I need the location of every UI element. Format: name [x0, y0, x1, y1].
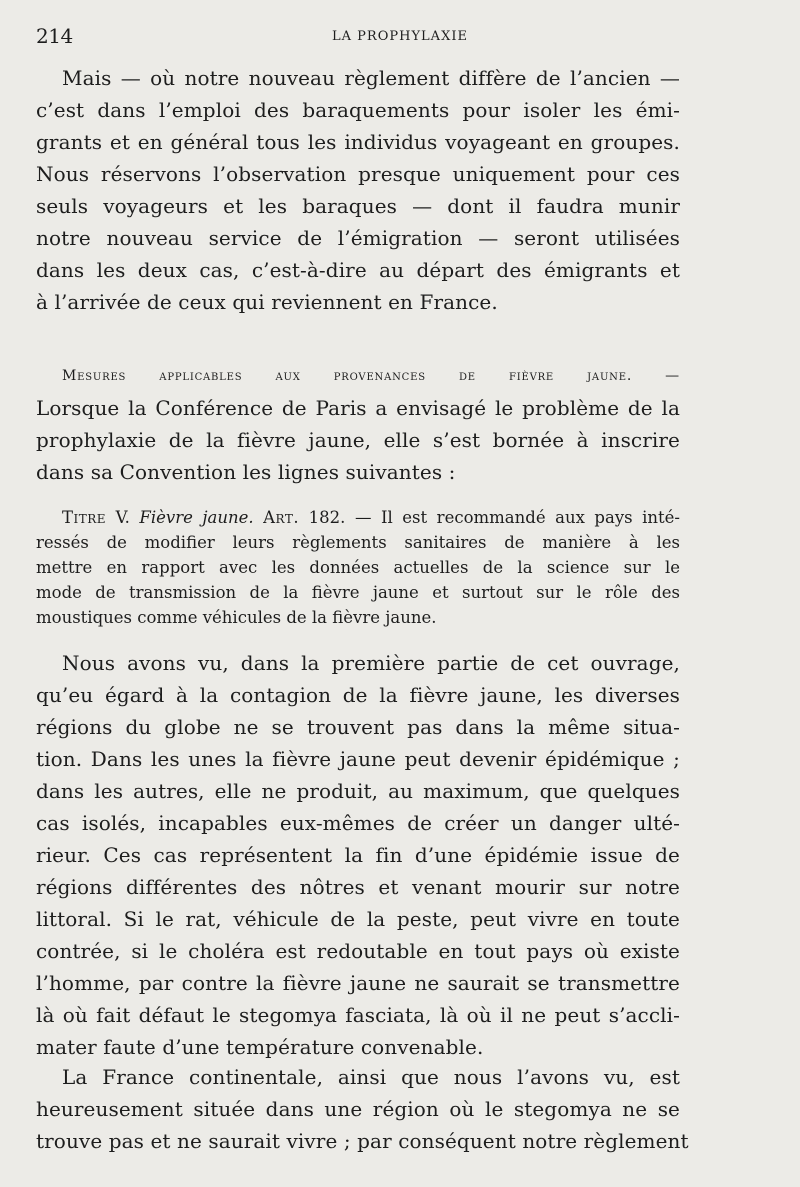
- text-line: Lorsque la Conférence de Paris a envisagé le problème de la: [36, 396, 680, 420]
- quote-titre-label: Titre: [62, 508, 107, 527]
- paragraph-3: [36, 1061, 689, 1157]
- quote-subject: Fièvre jaune.: [139, 508, 254, 527]
- text-line: tion. Dans les unes la fièvre jaune peut devenir épidémique ;: [36, 747, 680, 771]
- text-line: heureusement située dans une région où le stegomya ne se: [36, 1097, 680, 1121]
- text-line: cas isolés, incapables eux-mêmes de créer un danger ulté-: [36, 811, 680, 835]
- section-title: Mesures applicables aux provenances de fièvre jaune. —: [62, 368, 680, 384]
- quote-art-label: Art.: [263, 508, 300, 527]
- text-line: La France continentale, ainsi que nous l’avons vu, est: [62, 1065, 680, 1089]
- text-line: mater faute d’une température convenable.: [36, 1035, 484, 1059]
- text-line: Nous avons vu, dans la première partie de cet ouvrage,: [62, 651, 680, 675]
- text-line: qu’eu égard à la contagion de la fièvre jaune, les diverses: [36, 683, 680, 707]
- convention-quote: [36, 505, 680, 630]
- quote-titre-number: V.: [115, 508, 130, 527]
- text-line: littoral. Si le rat, véhicule de la peste, peut vivre en toute: [36, 907, 680, 931]
- section-intro: [36, 392, 680, 488]
- text-line: dans les deux cas, c’est-à-dire au départ des émigrants et: [36, 258, 680, 282]
- text-line: grants et en général tous les individus voyageant en groupes.: [36, 130, 680, 154]
- text-line: là où fait défaut le stegomya fasciata, là où il ne peut s’accli-: [36, 1003, 680, 1027]
- paragraph-2: [36, 647, 680, 1063]
- quote-first-rest: — Il est recommandé aux pays inté-: [354, 508, 681, 527]
- running-title: LA PROPHYLAXIE: [332, 29, 468, 44]
- text-line: dans sa Convention les lignes suivantes :: [36, 460, 456, 484]
- text-line: régions différentes des nôtres et venant mourir sur notre: [36, 875, 680, 899]
- text-line: à l’arrivée de ceux qui reviennent en France.: [36, 290, 498, 314]
- quote-first-line: [36, 505, 680, 530]
- quote-art-number: 182.: [308, 508, 346, 527]
- text-line: c’est dans l’emploi des baraquements pour isoler les émi-: [36, 98, 680, 122]
- text-line: Mais — où notre nouveau règlement diffère de l’ancien —: [62, 66, 680, 90]
- page-number: 214: [36, 24, 73, 48]
- text-line: trouve pas et ne saurait vivre ; par conséquent notre règlement: [36, 1129, 689, 1153]
- paragraph-1: [36, 62, 680, 318]
- text-line: Nous réservons l’observation presque uniquement pour ces: [36, 162, 680, 186]
- quote-line: mettre en rapport avec les données actuelles de la science sur le: [36, 558, 680, 577]
- page-header: [36, 24, 764, 52]
- quote-line: ressés de modifier leurs règlements sanitaires de manière à les: [36, 533, 680, 552]
- quote-line: mode de transmission de la fièvre jaune et surtout sur le rôle des: [36, 583, 680, 602]
- text-line: prophylaxie de la fièvre jaune, elle s’est bornée à inscrire: [36, 428, 680, 452]
- quote-line: moustiques comme véhicules de la fièvre jaune.: [36, 608, 437, 627]
- text-line: notre nouveau service de l’émigration — seront utilisées: [36, 226, 680, 250]
- text-line: contrée, si le choléra est redoutable en tout pays où existe: [36, 939, 680, 963]
- text-line: dans les autres, elle ne produit, au maximum, que quelques: [36, 779, 680, 803]
- text-line: seuls voyageurs et les baraques — dont il faudra munir: [36, 194, 680, 218]
- text-line: régions du globe ne se trouvent pas dans la même situa-: [36, 715, 680, 739]
- section-heading: [36, 362, 680, 390]
- text-line: l’homme, par contre la fièvre jaune ne saurait se transmettre: [36, 971, 680, 995]
- text-line: rieur. Ces cas représentent la fin d’une épidémie issue de: [36, 843, 680, 867]
